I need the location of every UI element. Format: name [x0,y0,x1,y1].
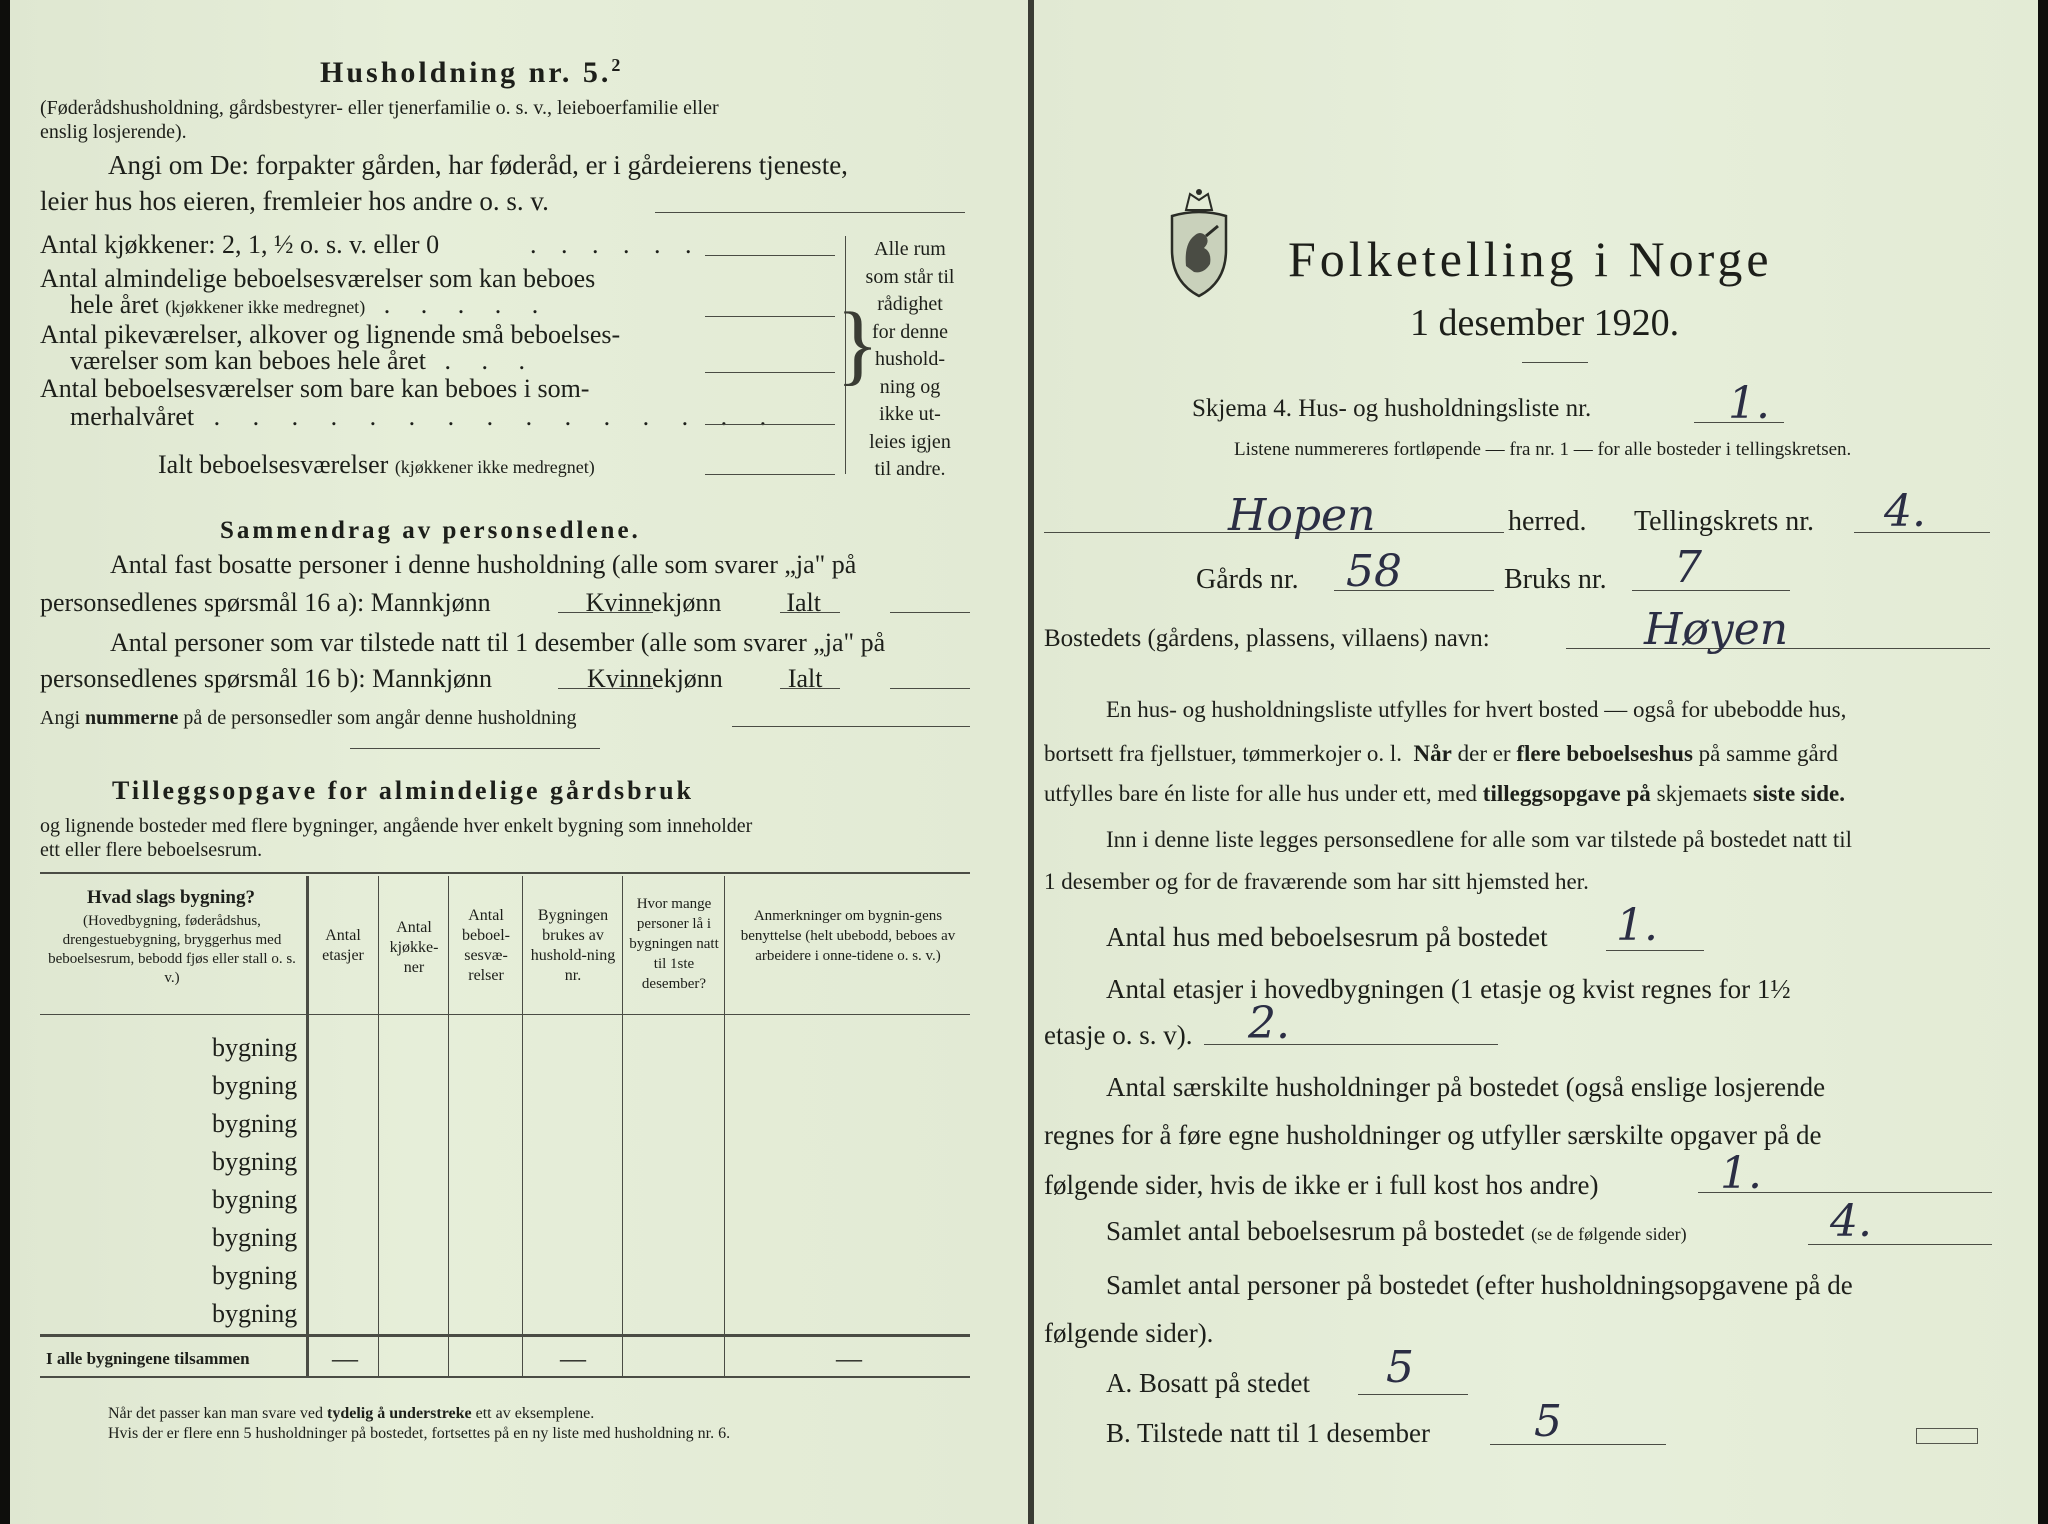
instr-line-5: 1 desember og for de fraværende som har sitt hjemsted her. [1044,869,1589,894]
col-head-type-sub: (Hovedbygning, føderådshus, drengestuebygning, bryggerhus med beboelsesrum, bebodd fjøs eller stall o. s. v.) [48,913,296,986]
alm-label-2: hele året (kjøkkener ikke medregnet) . . . . . [70,290,551,319]
instr-line-3: utfylles bare én liste for alle hus under ett, med tilleggsopgave på skjemaets siste side. [1044,781,1846,806]
herred-label: herred. [1508,506,1587,537]
footnote-1: Når det passer kan man svare ved tydelig å understreke ett av eksemplene. [108,1405,595,1422]
tillegg-heading: Tilleggsopgave for almindelige gårdsbruk [112,776,695,805]
sammendrag-heading: Sammendrag av personsedlene. [220,517,641,544]
col-head-type: Hvad slags bygning? [87,887,255,908]
intro-line-1: (Føderådshusholdning, gårdsbestyrer- eller tjenerfamilie o. s. v., leieboerfamilie eller [40,97,719,119]
table-row-label: bygning [212,1223,298,1252]
bosted-value: Høyen [1644,604,1789,655]
right-page [1034,0,2038,1524]
bruks-value: 7 [1674,542,1702,593]
printer-stamp [1916,1428,1978,1444]
bosatt-label: A. Bosatt på stedet [1106,1368,1310,1398]
table-total-label: I alle bygningene tilsammen [46,1349,250,1368]
total-dash-anmerkninger: — [836,1344,862,1373]
col-head-anmerkninger: Anmerkninger om bygnin-gens benyttelse (helt ubebodd, beboes av arbeidere i onne-tidene o. s. v.) [740,908,956,964]
angi-nummerne: Angi nummerne på de personsedler som angår denne husholdning [40,707,577,729]
instr-line-1: En hus- og husholdningsliste utfylles for hvert bosted — også for ubebodde hus, [1106,697,1847,722]
bosatt-value: 5 [1386,1342,1414,1393]
etasjer-line-2: etasje o. s. v). [1044,1020,1193,1050]
gards-value: 58 [1346,546,1402,597]
instr-line-2: bortsett fra fjellstuer, tømmerkojer o. l. Når der er flere beboelseshus på samme gård [1044,741,1838,766]
saerskilte-line-1: Antal særskilte husholdninger på bostedet (også enslige losjerende [1106,1072,1826,1102]
gards-label: Gårds nr. [1196,564,1299,595]
household-title: Husholdning nr. 5.$^2$ [320,55,624,89]
tillegg-sub-1: og lignende bosteder med flere bygninger, angående hver enkelt bygning som inneholder [40,815,753,837]
table-row-label: bygning [212,1261,298,1290]
table-row-label: bygning [212,1185,298,1214]
samlet-pers-line-2: følgende sider). [1044,1318,1214,1348]
table-row-label: bygning [212,1033,298,1062]
pike-label-1: Antal pikeværelser, alkover og lignende små beboelses- [40,320,621,349]
listene-note: Listene nummereres fortløpende — fra nr. 1 — for alle bosteder i tellingskretsen. [1234,439,1852,460]
saerskilte-line-2: regnes for å føre egne husholdninger og utfyller særskilte opgaver på de [1044,1120,1822,1150]
angi-line-2: leier hus hos eieren, fremleier hos andre o. s. v. [40,186,549,216]
tilstede-line-2: personsedlenes spørsmål 16 b): Mannkjønn Kvinnekjønn Ialt [40,664,823,693]
footnote-2: Hvis der er flere enn 5 husholdninger på bostedet, fortsettes på en ny liste med husholdning nr. 6. [108,1425,731,1442]
herred-value: Hopen [1228,490,1376,541]
sommer-label-2: merhalvåret . . . . . . . . . . . . . . . [70,402,780,431]
skjema-value: 1. [1728,378,1770,429]
total-dash-etasjer: — [332,1344,358,1373]
side-note: Alle rum som står til rådighet for denne hushold- ning og ikke ut- leies igjen til andre. [865,238,955,480]
saerskilte-value: 1. [1720,1148,1762,1199]
col-head-etasjer: Antal etasjer [322,927,364,964]
table-row-label: bygning [212,1109,298,1138]
col-head-brukes: Bygningen brukes av hushold-ning nr. [530,907,616,984]
fast-line-1: Antal fast bosatte personer i denne husholdning (alle som svarer „ja" på [110,550,857,579]
samlet-rum-value: 4. [1830,1196,1872,1247]
etasjer-line-1: Antal etasjer i hovedbygningen (1 etasje og kvist regnes for 1½ [1106,974,1791,1004]
saerskilte-line-3: følgende sider, hvis de ikke er i full kost hos andre) [1044,1170,1599,1200]
pike-label-2: værelser som kan beboes hele året . . . [70,346,537,375]
left-page: Husholdning nr. 5.$^2$ (Føderådshusholdning, gårdsbestyrer- eller tjenerfamilie o. s. v., leieboerfamilie eller enslig losjerende). Angi om De: forpakter gården, har føderåd, er i gårdeierens tjeneste, leier hus hos eieren, fremleier hos andre o. s. v. Antal kjøkkener: 2, 1, ½ o. s. v. eller 0 . . . . . . Antal almindelige beboelsesværelser som kan beboes hele året (kjøkkener ikke medregnet) . . . . . Antal pikeværelser, alkover og lignende små beboelses- værelser som kan beboes hele året . . . Antal beboelsesværelser som bare kan beboes i som- merhalvåret . . . . . . . . . . . . . . . Ialt beboelsesværelser (kjøkkener ikke medregnet) } Alle rum som står til rådighet for denne hushold- ning og ikke ut- leies igjen til andre. Sammendrag av personsedlene. Antal fast bosatte personer i denne husholdning (alle som svarer „ja" på personsedlenes spørsmål 16 a): Mannkjønn Kvinnekjønn Ialt Antal personer som var tilstede natt til 1 desember (alle som svarer „ja" på personsedlenes spørsmål 16 b): Mannkjønn Kvinnekjønn Ialt Angi nummerne på de personsedler som angår denne husholdning Tilleggsopgave for almindelige gårdsbruk og lignende bosteder med flere bygninger, angående hver enkelt bygning som inneholder ett eller flere beboelsesrum. Hvad slags bygning? (Hovedbygning, føderådshus, drengestuebygning, bryggerhus med beboelsesrum, bebodd fjøs eller stall o. s. v.) Antal etasjer Antal kjøkke-ner Antal beboel-sesvæ-relser Bygningen brukes av hushold-ning nr. Hvor mange personer lå i bygningen natt til 1ste desember? Anmerkninger om bygnin-gens benyttelse (helt ubebodd, beboes av arbeidere i onne-tidene o. s. v.) bygning bygning bygning bygning bygning bygning bygning bygning I alle bygningene tilsammen — — — Når det passer kan man svare ved tydelig å understreke ett av eksemplene. Hvis der er flere enn 5 husholdninger på bostedet, fortsettes på en ny liste med husholdning nr. 6. [10,0,1030,1524]
etasjer-value: 2. [1248,998,1290,1049]
census-title: Folketelling i Norge [1288,231,1773,287]
col-head-beboelses: Antal beboel-sesvæ-relser [462,907,510,984]
samlet-rum-label: Samlet antal beboelsesrum på bostedet (se de følgende sider) [1106,1216,1687,1246]
tellingskrets-label: Tellingskrets nr. [1634,506,1815,537]
ialt-rooms: Ialt beboelsesværelser (kjøkkener ikke medregnet) [158,450,595,479]
table-row-label: bygning [212,1071,298,1100]
alm-label-1: Antal almindelige beboelsesværelser som kan beboes [40,264,596,293]
kjokkener-label: Antal kjøkkener: 2, 1, ½ o. s. v. eller 0 [40,230,440,259]
instr-line-4: Inn i denne liste legges personsedlene for alle som var tilstede på bostedet natt til [1106,827,1853,852]
tellingskrets-value: 4. [1884,486,1926,537]
table-row-label: bygning [212,1147,298,1176]
sommer-label-1: Antal beboelsesværelser som bare kan beboes i som- [40,374,590,403]
bosted-label: Bostedets (gårdens, plassens, villaens) navn: [1044,625,1490,652]
antal-hus-value: 1. [1616,900,1658,951]
tilstede-label: B. Tilstede natt til 1 desember [1106,1418,1430,1448]
skjema-label: Skjema 4. Hus- og husholdningsliste nr. [1192,395,1592,422]
intro-line-2: enslig losjerende). [40,121,187,143]
tilstede-value: 5 [1534,1396,1562,1447]
bruks-label: Bruks nr. [1504,564,1607,595]
angi-line-1: Angi om De: forpakter gården, har føderåd, er i gårdeierens tjeneste, [108,150,848,180]
antal-hus-label: Antal hus med beboelsesrum på bostedet [1106,922,1548,952]
table-row-label: bygning [212,1299,298,1328]
col-head-personer: Hvor mange personer lå i bygningen natt til 1ste desember? [629,896,719,992]
col-head-kjokkener: Antal kjøkke-ner [389,919,439,976]
fast-line-2: personsedlenes spørsmål 16 a): Mannkjønn Kvinnekjønn Ialt [40,588,822,617]
tilstede-line-1: Antal personer som var tilstede natt til 1 desember (alle som svarer „ja" på [110,628,886,657]
norwegian-lion-crest-icon [1164,186,1234,298]
total-dash-brukes: — [560,1344,586,1373]
brace: } [836,295,880,394]
samlet-pers-line-1: Samlet antal personer på bostedet (efter husholdningsopgavene på de [1106,1270,1853,1300]
census-date: 1 desember 1920. [1410,302,1680,344]
tillegg-sub-2: ett eller flere beboelsesrum. [40,839,263,861]
